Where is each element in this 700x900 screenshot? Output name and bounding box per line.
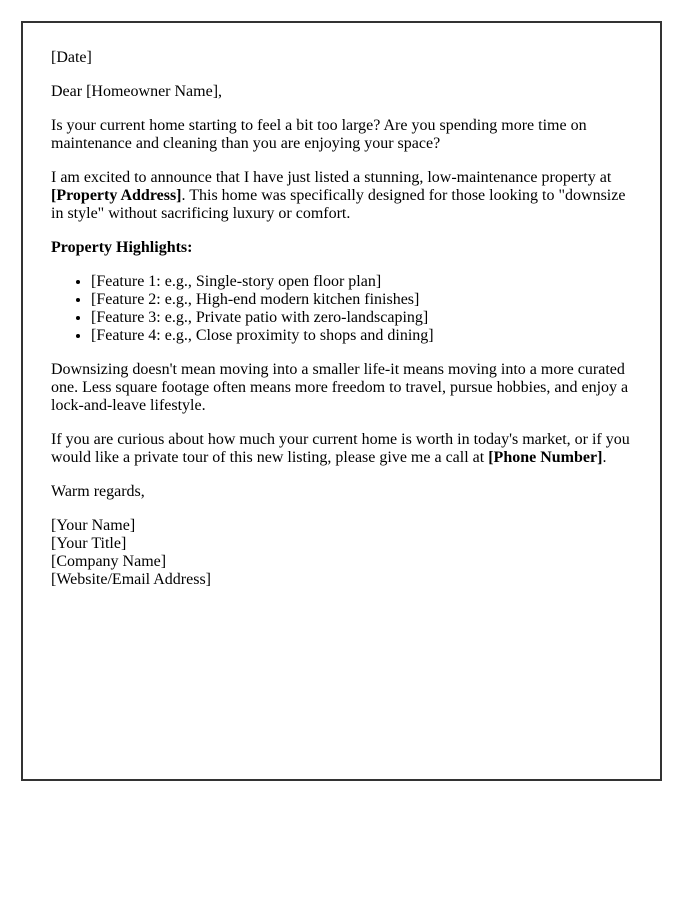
feature-list — [51, 273, 632, 345]
feature-list-item: • [Feature 1: e.g., Single-story open floor plan] — [91, 273, 632, 291]
salutation: Dear [Homeowner Name], — [51, 83, 223, 100]
highlights-heading-text: Property Highlights: — [51, 239, 193, 256]
feature-list-item: • [Feature 3: e.g., Private patio with zero-landscaping] — [91, 309, 632, 327]
paragraph-listing — [51, 169, 632, 223]
feature-list-item: • [Feature 4: e.g., Close proximity to shops and dining] — [91, 327, 632, 345]
paragraph-cta-text-before: If you are curious about how much your current home is worth in today's market, or if you would like a private tour of this new listing, please give me a call at — [51, 431, 630, 466]
signature-name-placeholder: [Your Name] — [51, 517, 136, 534]
property-address-placeholder: [Property Address] — [51, 187, 182, 204]
paragraph-listing-text-before: I am excited to announce that I have just listed a stunning, low-maintenance property at — [51, 169, 612, 186]
paragraph-cta-text-after: . — [602, 449, 607, 466]
signature-contact-placeholder: [Website/Email Address] — [51, 571, 212, 588]
signature-block — [51, 517, 632, 589]
letter-document — [21, 21, 662, 781]
paragraph-downsizing: Downsizing doesn't mean moving into a smaller life-it means moving into a more curated one. Less square footage often means more freedom to travel, pursue hobbies, and enjoy a lock-and-leave lifestyle. — [51, 361, 629, 414]
paragraph-intro: Is your current home starting to feel a bit too large? Are you spending more time on maintenance and cleaning than you are enjoying your space? — [51, 117, 587, 152]
signature-title-placeholder: [Your Title] — [51, 535, 127, 552]
closing: Warm regards, — [51, 483, 145, 500]
paragraph-cta — [51, 431, 632, 467]
phone-number-placeholder: [Phone Number] — [488, 449, 603, 466]
paragraph-listing-text-after: . This home was specifically designed for those looking to "downsize in style" without sacrificing luxury or comfort. — [51, 187, 626, 222]
date-placeholder: [Date] — [51, 49, 92, 66]
highlights-heading — [51, 239, 632, 257]
feature-list-item: • [Feature 2: e.g., High-end modern kitchen finishes] — [91, 291, 632, 309]
signature-company-placeholder: [Company Name] — [51, 553, 167, 570]
